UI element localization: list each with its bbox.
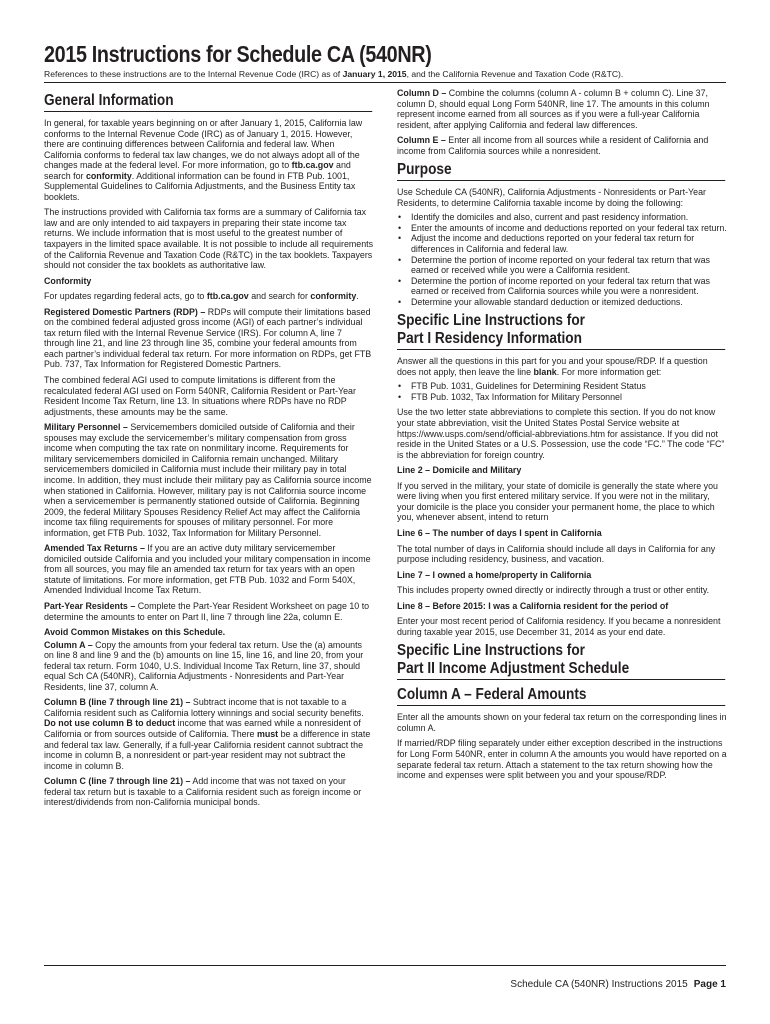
column-a-federal-paragraph-2: If married/RDP filing separately under either exception described in the instructions for Long Form 540NR, enter in column A the amounts you would have reported on a separate federal tax return. Attach a statement to the tax return showing how the income and expenses were split between you and your spouse/RDP. xyxy=(397,738,727,781)
line6-heading: Line 6 – The number of days I spent in California xyxy=(397,527,602,538)
column-e-paragraph: Column E – Enter all income from all sources while a resident of California and income from California sources while a nonresident. xyxy=(397,135,709,156)
part1-paragraph: Answer all the questions in this part for you and your spouse/RDP. If a question does not apply, then leave the line blank. For more information get: xyxy=(397,356,708,377)
column-a-federal-paragraph-1: Enter all the amounts shown on your federal tax return on the corresponding lines in column A. xyxy=(397,712,727,733)
page-number: Page 1 xyxy=(693,979,726,990)
part-year-paragraph: Part-Year Residents – Complete the Part-Year Resident Worksheet on page 10 to determine the amounts to enter on Part II, line 7 through line 22a, column E. xyxy=(44,600,370,622)
avoid-mistakes-heading: Avoid Common Mistakes on this Schedule. xyxy=(44,627,226,638)
line7-paragraph: This includes property owned directly or indirectly through a trust or other entity. xyxy=(397,585,710,596)
line7-heading: Line 7 – I owned a home/property in California xyxy=(397,569,592,580)
amended-returns-paragraph: Amended Tax Returns – If you are an active duty military servicemember domiciled outside California and you included your military compensation in income from all sources, you may file an amended tax return for tax years with an open statute of limitations. For more information, get FTB Pub. 1032 and Form 540X, Amended Individual Income Tax Return. xyxy=(44,543,371,596)
purpose-paragraph: Use Schedule CA (540NR), California Adjustments - Nonresidents or Part-Year Residents, to determine California taxable income by doing the following: xyxy=(397,187,706,208)
right-column xyxy=(397,88,727,786)
line6-paragraph: The total number of days in California should include all days in California for any purpose including residency, business, and vacation. xyxy=(397,543,716,565)
list-item: • FTB Pub. 1032, Tax Information for Military Personnel xyxy=(397,392,727,403)
list-item: • Adjust the income and deductions reported on your federal tax return for differences in California and federal law. xyxy=(397,233,727,254)
conformity-heading: Conformity xyxy=(44,275,92,286)
column-a-paragraph: Column A – Copy the amounts from your federal tax return. Use the (a) amounts on line 8 and line 9 and the (b) amounts on line 15, line 16, and line 20, from your federal tax return. Form 1040, U.S. Individual Income Tax Return, line 37, should equal Sch CA (540NR), California Adjustments - Nonresidents and Part-Year Residents, line 37, column A. xyxy=(44,639,364,692)
list-item: • Determine the portion of income reported on your federal tax return that was earned or received from California sources while you were a nonresident. xyxy=(397,276,727,297)
column-d-paragraph: Column D – Combine the columns (column A - column B + column C). Line 37, column D, should equal Long Form 540NR, line 17. The amounts in this column represent income earned from all sources as if you were a full-year California resident, after applying California and federal law differences. xyxy=(397,88,710,130)
line8-heading: Line 8 – Before 2015: I was a California resident for the period of xyxy=(397,600,669,611)
rdp-paragraph-2: The combined federal AGI used to compute limitations is different from the recalculated federal AGI used on Form 540NR, California Resident or Part-Year Resident Income Tax Return, line 13. In situations where RDPs have no RDP adjustments, these amounts may be the same. xyxy=(44,375,356,417)
list-item: • Determine the portion of income reported on your federal tax return that was earned or received while you were a California resident. xyxy=(397,255,727,276)
conformity-paragraph: For updates regarding federal acts, go to ftb.ca.gov and search for conformity. xyxy=(44,291,359,302)
list-item: • FTB Pub. 1031, Guidelines for Determining Resident Status xyxy=(397,381,727,392)
column-c-paragraph: Column C (line 7 through line 21) – Add income that was not taxed on your federal tax return but is taxable to a California resident such as foreign income or interest/dividends from non-California municipal bonds. xyxy=(44,776,362,808)
line2-heading: Line 2 – Domicile and Military xyxy=(397,465,522,476)
footer-text: Schedule CA (540NR) Instructions 2015 xyxy=(510,979,688,990)
page-title: 2015 Instructions for Schedule CA (540NR) xyxy=(44,41,432,67)
purpose-heading: Purpose xyxy=(397,161,725,181)
part2-heading: Specific Line Instructions for Part II Income Adjustment Schedule xyxy=(397,642,725,680)
line2-paragraph: If you served in the military, your state of domicile is generally the state where you were living when you first entered military service. If you were not in the military, your domicile is the place you consider your permanent home, the place to which you, whenever absent, intend to return xyxy=(397,480,718,523)
general-paragraph-1: In general, for taxable years beginning on or after January 1, 2015, California law conforms to the Internal Revenue Code (IRC) as of January 1, 2015. However, there are continuing differences between California and federal law. When California conforms to federal tax law changes, we do not always adopt all of the changes made at the federal level. For more information, go to ftb.ca.gov and search for conformity. Additional information can be found in FTB Pub. 1001, Supplemental Guidelines to California Adjustments, and the Business Entity tax booklets. xyxy=(44,118,363,202)
abbreviation-paragraph: Use the two letter state abbreviations to complete this section. If you do not know your state abbreviation, visit the United States Postal Service website at https://www.usps.com/send/official-abbreviations.htm for assistance. If you did not reside in the United States or a U.S. Possession, use the code “FC.” The code “FC” is the abbreviation for foreign country. xyxy=(397,407,725,460)
line8-paragraph: Enter your most recent period of California residency. If you became a nonresident during taxable year 2015, use December 31, 2014 as your end date. xyxy=(397,616,721,637)
military-paragraph: Military Personnel – Servicemembers domiciled outside of California and their spouses may exclude the servicemember’s military compensation from gross income when computing the tax rate on nonmilitary income. Requirements for military servicemembers domiciled in California remain unchanged. Military servicemembers domiciled in California must include their military pay in total income. In addition, they must include their military pay as California source income when stationed in California. However, military pay is not California source income when a servicemember is permanently stationed outside of California. Beginning 2009, the federal Military Spouses Residency Relief Act may affect the California income tax filing requirements for spouses of military personnel. For more information, get FTB Pub. 1032, Tax Information for Military Personnel. xyxy=(44,422,372,538)
footer-rule xyxy=(44,965,726,966)
page-footer xyxy=(44,978,726,994)
rdp-paragraph: Registered Domestic Partners (RDP) – RDPs will compute their limitations based on the combined federal adjusted gross income (AGI) of each partner’s individual tax return filed with the Internal Revenue Service (IRS). For column A, line 7 through line 21, and line 23 through line 35, combine your federal amounts from each partner’s individual federal tax return. For more information on RDPs, get FTB Pub. 737, Tax Information for Registered Domestic Partners. xyxy=(44,306,372,370)
left-column xyxy=(44,88,374,813)
part1-heading: Specific Line Instructions for Part I Residency Information xyxy=(397,312,725,350)
column-b-paragraph: Column B (line 7 through line 21) – Subtract income that is not taxable to a California resident such as California lottery winnings and social security benefits. Do not use column B to deduct income that was earned while a nonresident of California or from sources outside of California. There must be a difference in state and federal tax law. Generally, if a full-year California resident cannot subtract the income in column B, a nonresident or part-year resident may not subtract the income in column B. xyxy=(44,697,371,771)
title-rule xyxy=(44,82,726,83)
list-item: • Determine your allowable standard deduction or itemized deductions. xyxy=(397,297,727,308)
list-item: • Identify the domiciles and also, current and past residency information. xyxy=(397,212,727,223)
purpose-list xyxy=(397,212,727,307)
part1-list xyxy=(397,381,727,402)
page-subtitle: References to these instructions are to the Internal Revenue Code (IRC) as of January 1, 2015, and the California Revenue and Taxation Code (R&TC). xyxy=(44,69,624,79)
general-paragraph-2: The instructions provided with California tax forms are a summary of California tax law and are only intended to aid taxpayers in preparing their state income tax returns. We include information that is most useful to the greatest number of taxpayers in the limited space available. It is not possible to include all requirements of the California Revenue and Taxation Code (R&TC) in the tax booklets. Taxpayers should not consider the tax booklets as authoritative law. xyxy=(44,207,374,271)
list-item: • Enter the amounts of income and deductions reported on your federal tax return. xyxy=(397,223,727,234)
general-information-heading: General Information xyxy=(44,92,372,112)
column-a-federal-heading: Column A – Federal Amounts xyxy=(397,686,725,706)
